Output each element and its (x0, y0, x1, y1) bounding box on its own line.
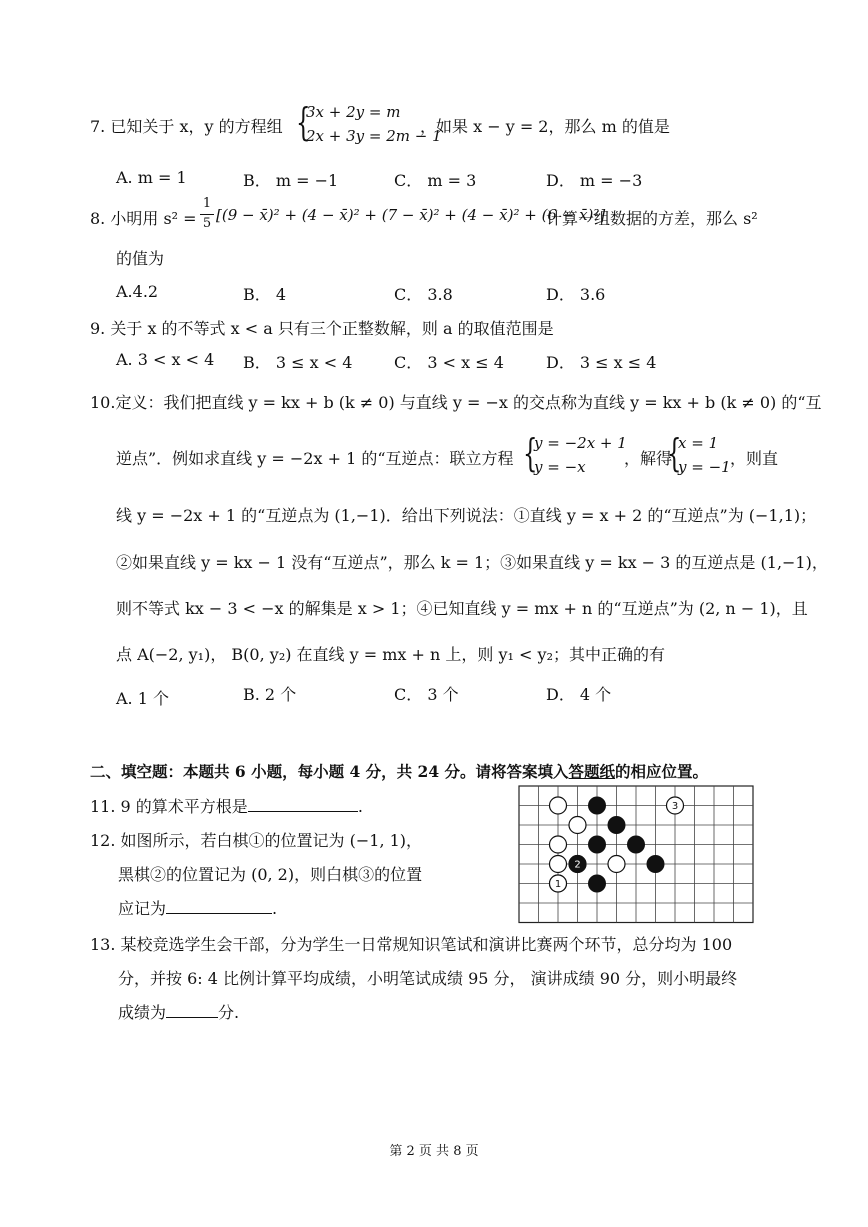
q8-option-d: D． 3.6 (546, 285, 606, 304)
q10-brace-2: { (667, 431, 682, 475)
q10-option-a: A. 1 个 (116, 689, 169, 708)
section2-heading-a: 二、填空题：本题共 6 小题，每小题 4 分，共 24 分。请将答案填入 (90, 762, 569, 781)
q13-line2: 分，并按 6: 4 比例计算平均成绩，小明笔试成绩 95 分， 演讲成绩 90 分，则小明最终 (118, 969, 738, 988)
q8-frac-bar (200, 214, 214, 215)
q8-stem-b: 计算一组数据的方差，那么 s² (546, 209, 758, 228)
q13-line3 (118, 1000, 239, 1023)
q7-brace: { (296, 100, 311, 144)
q10-line6: 点 A(−2, y₁)， B(0, y₂) 在直线 y = mx + n 上，则 y₁ < y₂；其中正确的有 (116, 645, 665, 664)
q7-eq1: 3x + 2y = m (306, 103, 401, 121)
q10-line3: 线 y = −2x + 1 的“互逆点为 (1,−1)．给出下列说法：①直线 y = x + 2 的“互逆点”为 (−1,1)； (116, 506, 817, 525)
q7-stem-b: ，如果 x − y = 2，那么 m 的值是 (420, 117, 670, 136)
q9-option-a: A. 3 < x < 4 (116, 350, 215, 369)
q10-sys2-eq2: y = −1 (678, 458, 731, 476)
q7-option-a: A. m = 1 (116, 168, 187, 187)
section2-heading-underlined: 答题纸 (568, 762, 616, 781)
q10-line4: ②如果直线 y = kx − 1 没有“互逆点”，那么 k = 1；③如果直线 y = kx − 3 的互逆点是 (1,−1)， (116, 553, 828, 572)
q10-line1: 10.定义：我们把直线 y = kx + b (k ≠ 0) 与直线 y = −x 的交点称为直线 y = kx + b (k ≠ 0) 的“互 (90, 393, 822, 412)
q8-formula: [(9 − x̄)² + (4 − x̄)² + (7 − x̄)² + (4 − x̄)² + (6 − x̄)²] (216, 206, 606, 224)
q10-sys1-eq1: y = −2x + 1 (534, 434, 627, 452)
stone-label: 1 (554, 879, 562, 890)
q12-line1: 12. 如图所示，若白棋①的位置记为 (−1, 1)， (90, 831, 423, 850)
q10-line2-a: 逆点”．例如求直线 y = −2x + 1 的“互逆点：联立方程 (116, 449, 514, 468)
q9-stem: 9. 关于 x 的不等式 x < a 只有三个正整数解，则 a 的取值范围是 (90, 319, 554, 338)
q12-line3-text: 应记为 (118, 899, 167, 918)
black-stone (608, 817, 625, 834)
q10-sys2-eq1: x = 1 (678, 434, 719, 452)
q8-line2: 的值为 (116, 249, 165, 268)
q11 (90, 794, 363, 817)
q10-line2-c: ，则直 (730, 449, 779, 468)
q10-line2-b: ，解得 (624, 449, 673, 468)
white-stone (550, 856, 567, 873)
q11-answer-blank (248, 797, 358, 812)
go-board-figure (517, 784, 757, 924)
white-stone (569, 817, 586, 834)
black-stone (589, 875, 606, 892)
q10-option-c: C． 3 个 (394, 685, 459, 704)
q7-eq2: 2x + 3y = 2m − 1 (306, 127, 442, 145)
q8-option-a: A.4.2 (116, 282, 159, 301)
section2-heading-b: 的相应位置。 (615, 762, 709, 781)
q9-option-c: C． 3 < x ≤ 4 (394, 353, 504, 372)
q13-line3-a: 成绩为 (118, 1003, 167, 1022)
q13-line1: 13. 某校竞选学生会干部，分为学生一日常规知识笔试和演讲比赛两个环节，总分均为 100 (90, 935, 733, 954)
q10-line5: 则不等式 kx − 3 < −x 的解集是 x > 1；④已知直线 y = mx + n 的“互逆点”为 (2, n − 1)，且 (116, 599, 808, 618)
q8-frac-den: 5 (202, 216, 212, 231)
black-stone (628, 836, 645, 853)
q8-frac-num: 1 (202, 196, 212, 211)
q10-brace-1: { (523, 431, 538, 475)
q7-option-d: D． m = −3 (546, 171, 643, 190)
section2-heading (90, 760, 708, 782)
white-stone (550, 836, 567, 853)
black-stone (589, 836, 606, 853)
q12-line2: 黑棋②的位置记为 (0, 2)，则白棋③的位置 (118, 865, 423, 884)
q8-option-b: B． 4 (243, 285, 287, 304)
page-footer: 第 2 页 共 8 页 (389, 1144, 479, 1159)
white-stone (608, 856, 625, 873)
black-stone (589, 797, 606, 814)
q7-option-c: C． m = 3 (394, 171, 477, 190)
q10-sys1-eq2: y = −x (534, 458, 586, 476)
q13-line3-b: 分. (218, 1003, 240, 1022)
q7-option-b: B． m = −1 (243, 171, 339, 190)
q13-answer-blank (166, 1003, 218, 1018)
q9-option-b: B． 3 ≤ x < 4 (243, 353, 353, 372)
q8-option-c: C． 3.8 (394, 285, 453, 304)
q11-text: 11. 9 的算术平方根是 (90, 797, 248, 816)
q7-stem-a: 7. 已知关于 x，y 的方程组 (90, 117, 283, 136)
q11-end: . (357, 797, 363, 816)
q10-option-d: D． 4 个 (546, 685, 612, 704)
q12-end: . (272, 899, 278, 918)
q12-line3 (118, 896, 277, 919)
stone-label: 2 (574, 859, 581, 871)
q10-option-b: B. 2 个 (243, 685, 297, 704)
q9-option-d: D． 3 ≤ x ≤ 4 (546, 353, 657, 372)
white-stone (550, 797, 567, 814)
stone-label: 3 (671, 801, 679, 812)
q12-answer-blank (166, 899, 272, 914)
q8-stem-a: 8. 小明用 s² = (90, 209, 197, 228)
black-stone (647, 856, 664, 873)
